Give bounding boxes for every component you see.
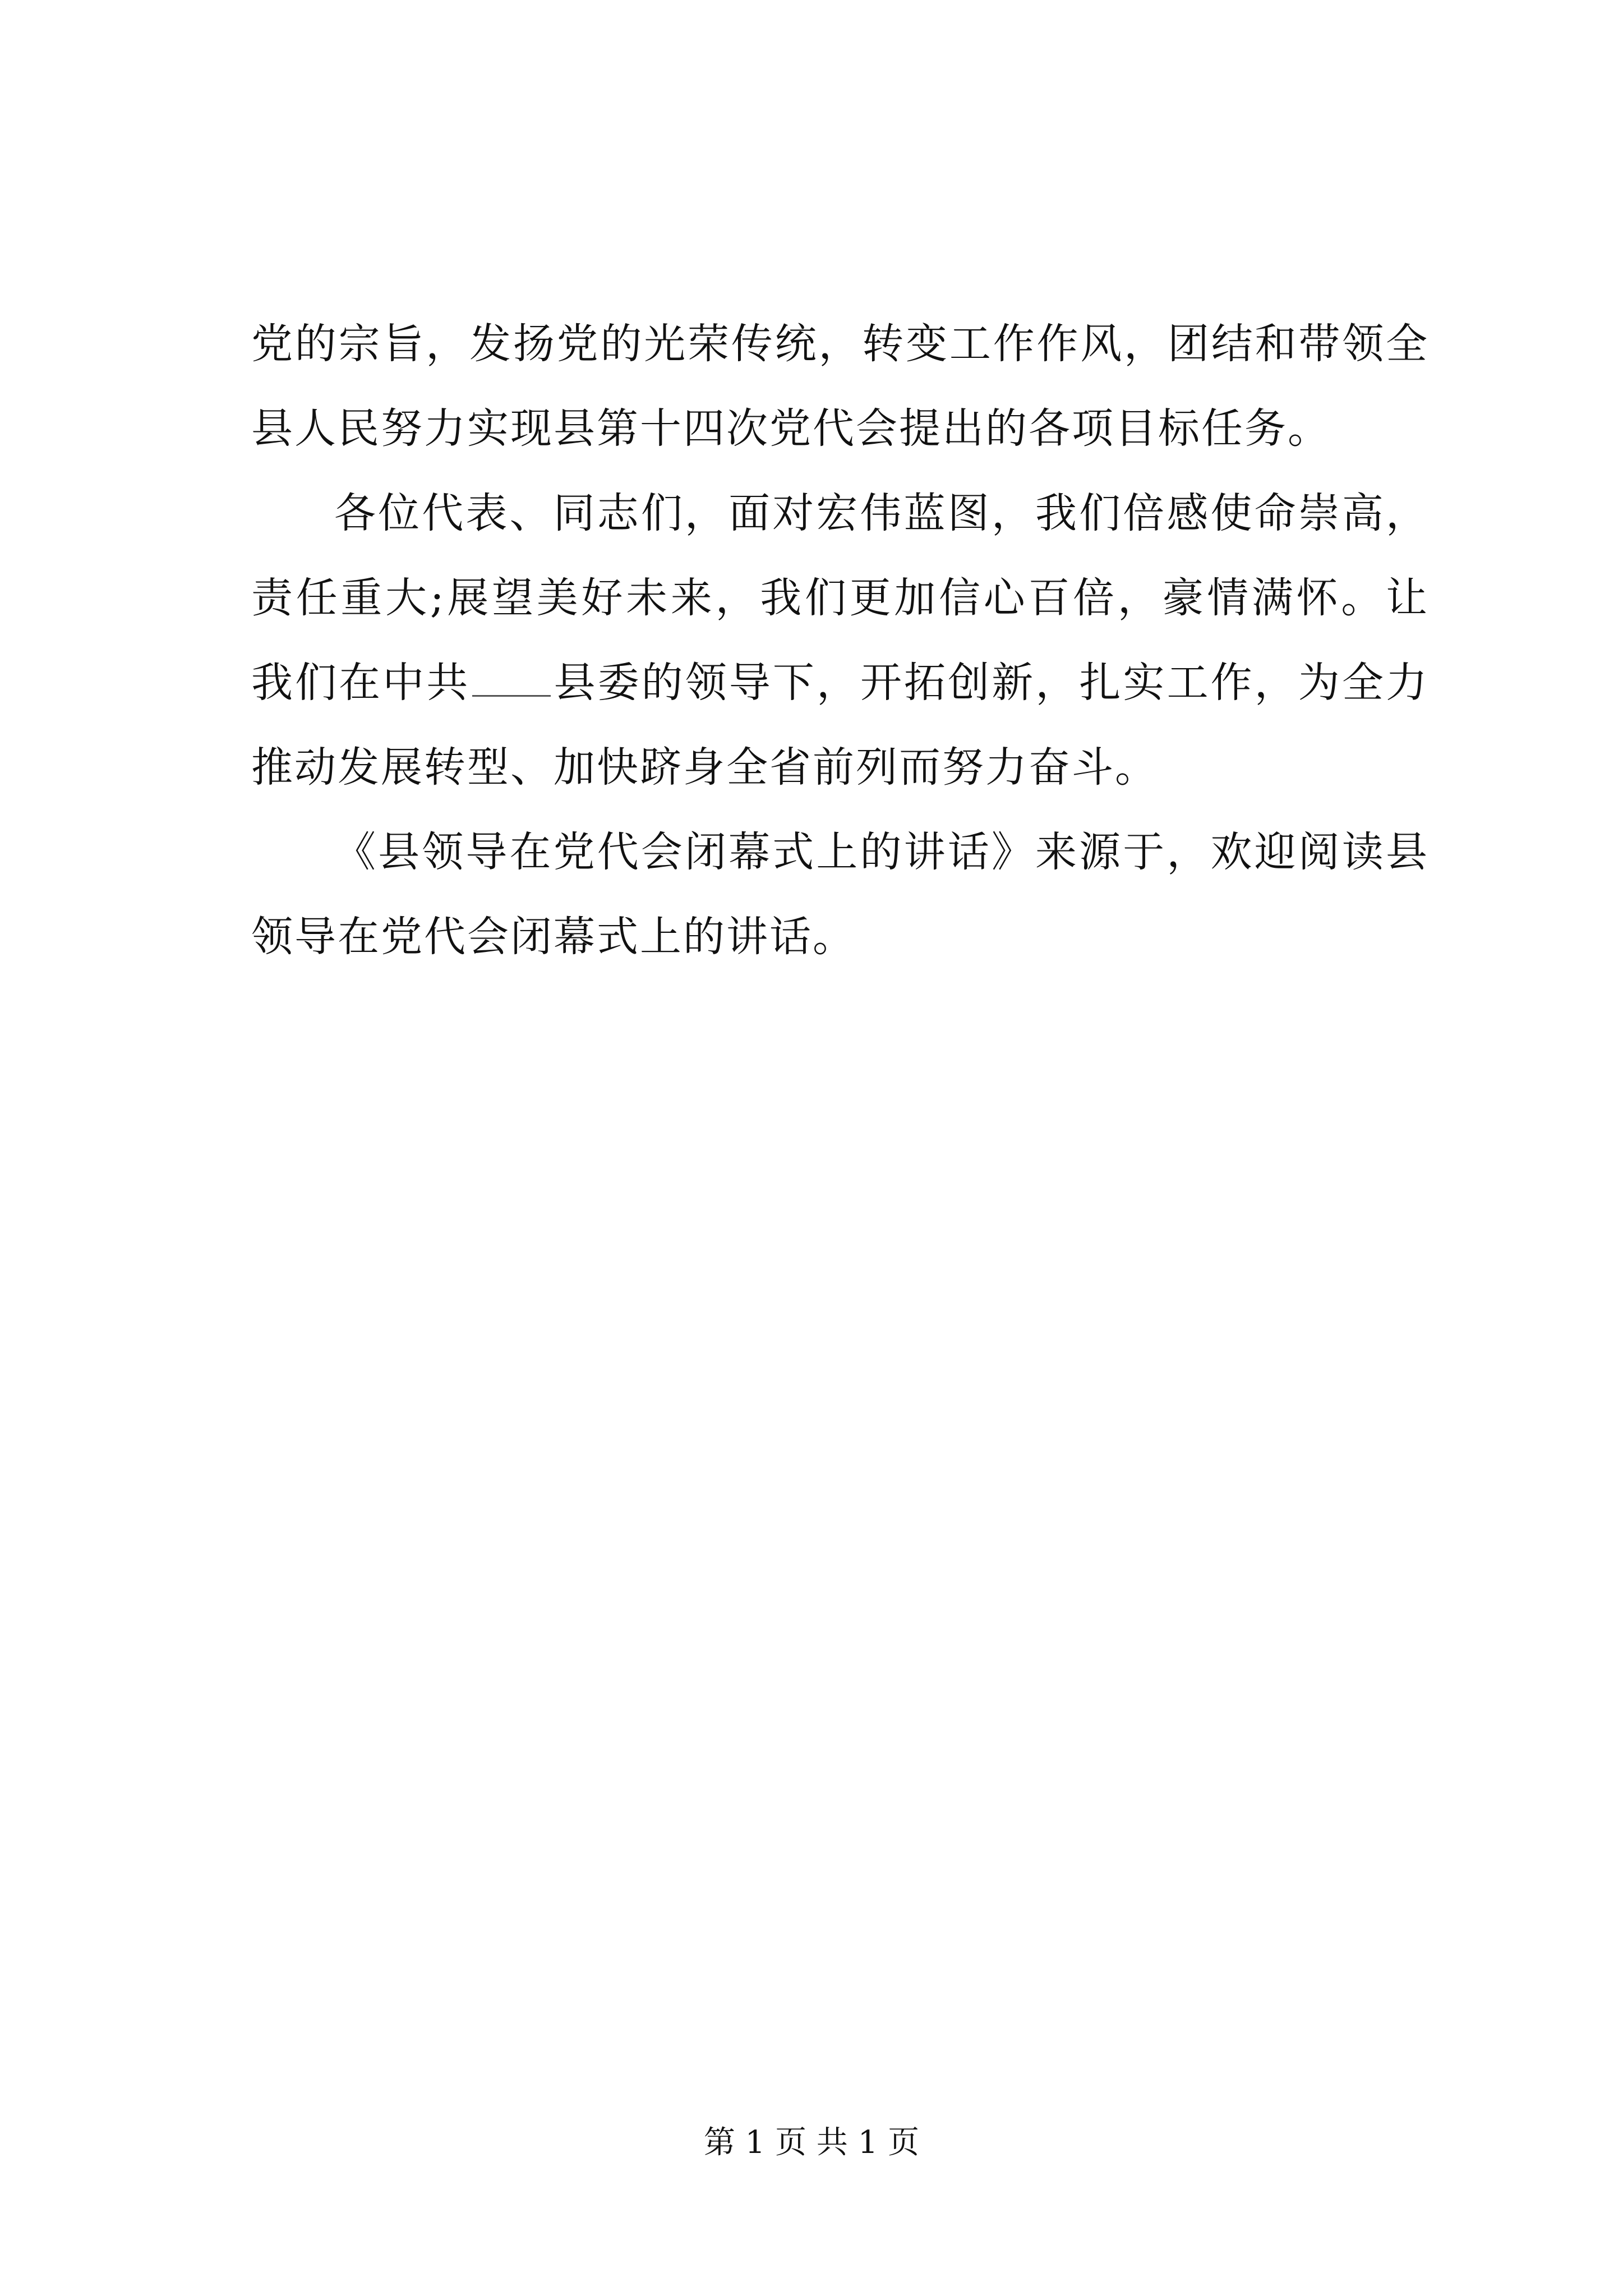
paragraph-1-text: 党的宗旨，发扬党的光荣传统，转变工作作风，团结和带领全县人民努力实现县第十四次党代会提出的各项目标任务。 [251, 320, 1429, 453]
paragraph-3 [251, 810, 1429, 979]
document-body [251, 302, 1429, 979]
page-number-label: 第 1 页 共 1 页 [703, 2124, 920, 2161]
paragraph-3-text: 《县领导在党代会闭幕式上的讲话》来源于，欢迎阅读县领导在党代会闭幕式上的讲话。 [251, 828, 1429, 961]
paragraph-2 [251, 471, 1429, 810]
page-footer [0, 2123, 1623, 2162]
fill-in-blank [472, 664, 551, 697]
paragraph-2-text-continued: 县委的领导下，开拓创新，扎实工作，为全力推动发展转型、加快跻身全省前列而努力奋斗。 [251, 659, 1430, 792]
paragraph-2-text: 各位代表、同志们，面对宏伟蓝图，我们倍感使命崇高，责任重大;展望美好未来，我们更加信心百倍，豪情满怀。让我们在中共 [251, 489, 1429, 707]
paragraph-1 [251, 302, 1429, 471]
